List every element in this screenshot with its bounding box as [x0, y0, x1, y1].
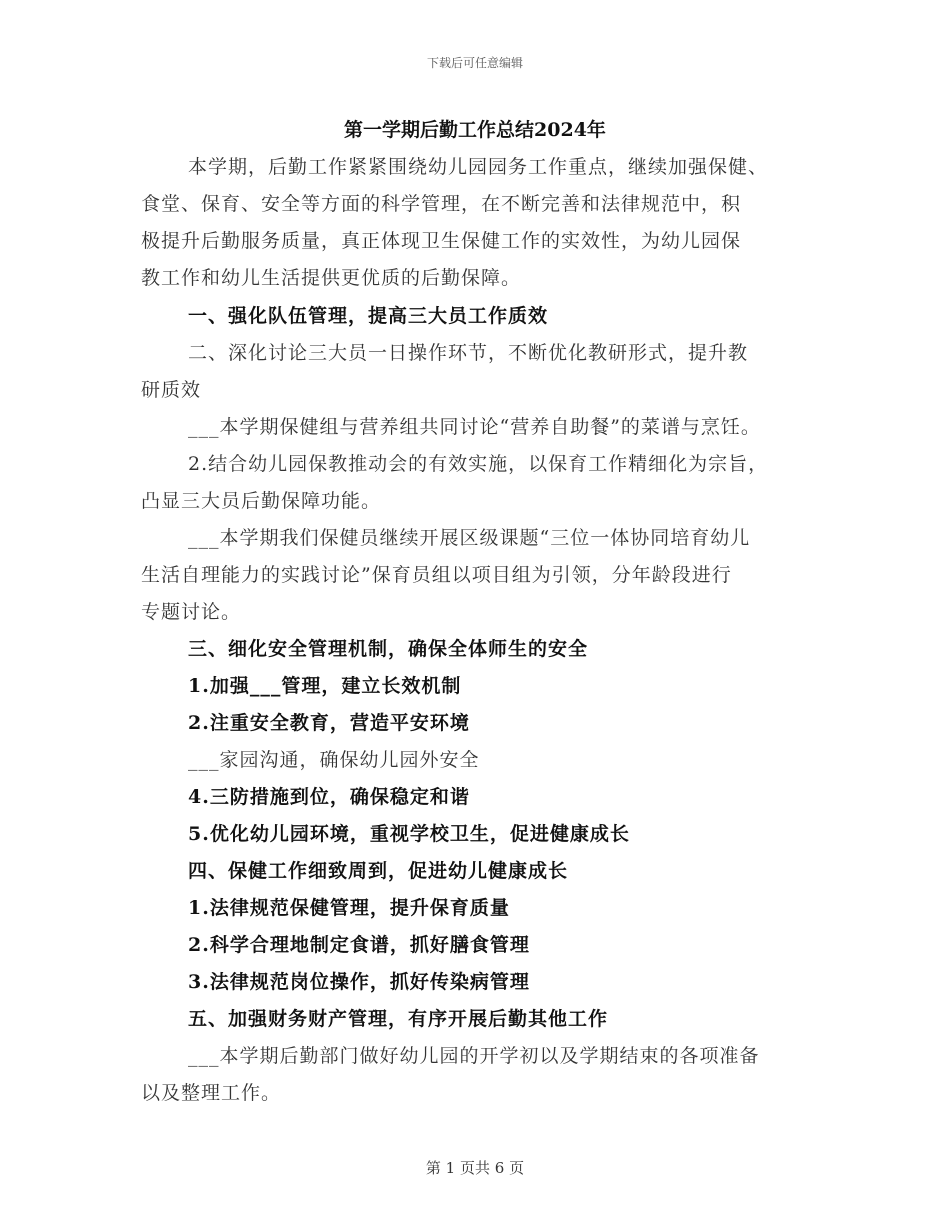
body-line: 凸显三大员后勤保障功能。	[141, 490, 382, 512]
body-line: ___家园沟通，确保幼儿园外安全	[188, 749, 480, 771]
subsection-heading: 1.法律规范保健管理，提升保育质量	[188, 897, 510, 919]
subsection-heading: 2.注重安全教育，营造平安环境	[188, 712, 470, 734]
header-note: 下载后可任意编辑	[426, 56, 523, 70]
section-heading: 四、保健工作细致周到，促进幼儿健康成长	[188, 860, 569, 882]
body-line: ___本学期后勤部门做好幼儿园的开学初以及学期结束的各项准备	[188, 1045, 760, 1067]
subsection-heading: 4.三防措施到位，确保稳定和谐	[188, 786, 470, 808]
body-line: 极提升后勤服务质量，真正体现卫生保健工作的实效性，为幼儿园保	[141, 230, 742, 252]
body-line: 教工作和幼儿生活提供更优质的后勤保障。	[141, 267, 522, 289]
body-line: ___本学期保健组与营养组共同讨论“营养自助餐”的菜谱与烹饪。	[188, 416, 761, 438]
body-line: 本学期，后勤工作紧紧围绕幼儿园园务工作重点，继续加强保健、	[188, 156, 769, 178]
body-line: 生活自理能力的实践讨论”保育员组以项目组为引领，分年龄段进行	[141, 564, 732, 586]
body-line: 二、深化讨论三大员一日操作环节，不断优化教研形式，提升教	[188, 342, 749, 364]
body-line: 研质效	[141, 379, 202, 401]
subsection-heading: 5.优化幼儿园环境，重视学校卫生，促进健康成长	[188, 823, 630, 845]
subsection-heading: 1.加强___管理，建立长效机制	[188, 675, 462, 697]
section-heading: 一、强化队伍管理，提高三大员工作质效	[188, 305, 549, 327]
body-line: 专题讨论。	[141, 601, 242, 623]
subsection-heading: 3.法律规范岗位操作，抓好传染病管理	[188, 971, 530, 993]
body-line: ___本学期我们保健员继续开展区级课题“三位一体协同培育幼儿	[188, 527, 751, 549]
section-heading: 三、细化安全管理机制，确保全体师生的安全	[188, 638, 589, 660]
body-line: 2.结合幼儿园保教推动会的有效实施，以保育工作精细化为宗旨，	[188, 453, 769, 475]
page-footer: 第 1 页共 6 页	[425, 1159, 525, 1177]
body-line: 食堂、保育、安全等方面的科学管理，在不断完善和法律规范中，积	[141, 193, 742, 215]
document-title: 第一学期后勤工作总结2024年	[344, 119, 606, 141]
section-heading: 五、加强财务财产管理，有序开展后勤其他工作	[188, 1008, 609, 1030]
subsection-heading: 2.科学合理地制定食谱，抓好膳食管理	[188, 934, 530, 956]
body-line: 以及整理工作。	[141, 1082, 282, 1104]
